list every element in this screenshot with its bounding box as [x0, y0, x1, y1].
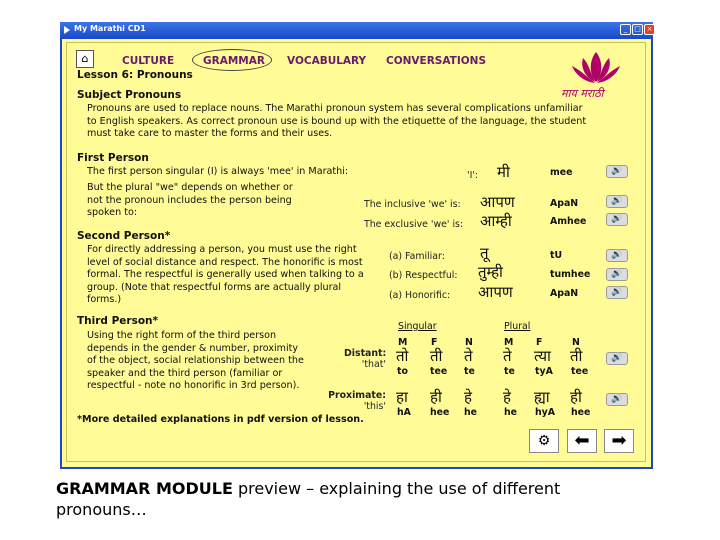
speaker-button[interactable] [606, 165, 628, 178]
second-person-heading: Second Person* [77, 230, 171, 242]
nav-grammar[interactable]: GRAMMAR [203, 55, 265, 67]
tools-button[interactable] [529, 429, 559, 453]
devanagari-cell: तो [396, 347, 409, 365]
speaker-button[interactable] [606, 268, 628, 281]
devanagari-cell: ती [570, 347, 583, 365]
speaker-button[interactable] [606, 213, 628, 226]
arrow-right-icon: ➡ [611, 430, 627, 451]
translit-apan-honorific: ApaN [550, 288, 579, 299]
gender-f: F [536, 337, 543, 348]
translit-cell: to [397, 366, 408, 377]
home-button[interactable] [76, 50, 94, 68]
devanagari-apan: आपण [480, 193, 515, 211]
translit-cell: hee [430, 407, 450, 418]
devanagari-cell: ही [430, 388, 442, 406]
translit-cell: hyA [535, 407, 556, 418]
label-exclusive-we: The exclusive 'we' is: [364, 219, 464, 230]
devanagari-cell: ते [503, 347, 512, 365]
gender-m: M [398, 337, 408, 348]
proximate-gloss: 'this' [363, 401, 386, 412]
speaker-icon: 🔊 [611, 166, 623, 176]
logo-text: माय मराठी [561, 87, 604, 100]
gender-n: N [465, 337, 473, 348]
nav-conversations[interactable]: CONVERSATIONS [386, 55, 487, 67]
devanagari-cell: ही [570, 388, 582, 406]
first-person-para: But the plural "we" depends on whether or not the pronoun includes the person being spoken to: [87, 182, 293, 219]
speaker-icon: 🔊 [611, 196, 623, 206]
tools-icon: ⚙ [537, 433, 551, 449]
forward-button[interactable] [604, 429, 634, 453]
caption-bold: GRAMMAR MODULE [56, 479, 233, 498]
minimize-button[interactable]: _ [620, 24, 631, 35]
proximate-label: Proximate: [328, 390, 386, 401]
devanagari-amhee: आम्ही [480, 212, 512, 230]
devanagari-mee: मी [497, 163, 510, 181]
devanagari-cell: हे [503, 388, 511, 406]
gender-m: M [504, 337, 514, 348]
speaker-icon: 🔊 [611, 353, 623, 363]
caption-text: preview – explaining the use of different [232, 479, 561, 498]
app-icon [64, 26, 70, 34]
singular-header: Singular [398, 321, 437, 332]
gender-n: N [572, 337, 580, 348]
arrow-left-icon: ⬅ [574, 430, 590, 451]
speaker-icon: 🔊 [611, 250, 623, 260]
devanagari-tu: तू [480, 244, 489, 262]
maximize-button[interactable]: □ [632, 24, 643, 35]
speaker-icon: 🔊 [611, 269, 623, 279]
devanagari-cell: ते [464, 347, 473, 365]
devanagari-tumhee: तुम्ही [478, 263, 503, 281]
translit-cell: he [504, 407, 518, 418]
label-respectful: (b) Respectful: [389, 270, 458, 281]
speaker-button[interactable] [606, 249, 628, 262]
speaker-button[interactable] [606, 195, 628, 208]
devanagari-cell: ह्या [534, 388, 550, 406]
close-button[interactable]: × [644, 24, 655, 35]
translit-cell: te [464, 366, 475, 377]
window-title: My Marathi CD1 [74, 24, 146, 33]
slide-caption [56, 478, 706, 520]
first-person-heading: First Person [77, 152, 149, 164]
first-person-line: The first person singular (I) is always 'mee' in Marathi: [87, 166, 349, 177]
plural-header: Plural [504, 321, 531, 332]
caption-line2: pronouns… [56, 500, 147, 519]
translit-cell: te [504, 366, 515, 377]
translit-tumhee: tumhee [550, 269, 591, 280]
speaker-icon: 🔊 [611, 394, 623, 404]
speaker-button[interactable] [606, 286, 628, 299]
distant-label: Distant: [344, 348, 387, 359]
translit-tu: tU [550, 250, 563, 261]
devanagari-cell: ती [430, 347, 443, 365]
speaker-button[interactable] [606, 352, 628, 365]
devanagari-cell: त्या [534, 347, 551, 365]
speaker-button[interactable] [606, 393, 628, 406]
translit-apan: ApaN [550, 198, 579, 209]
devanagari-apan-honorific: आपण [478, 283, 513, 301]
second-person-para: For directly addressing a person, you must use the right level of social distance and respect. The honorific is most formal. The respectful is generally used when talking to a group. (Note that respectful forms are actually plural forms.) [87, 244, 364, 306]
title-bar [60, 22, 653, 39]
translit-cell: tyA [535, 366, 553, 377]
gender-f: F [431, 337, 438, 348]
translit-cell: tee [571, 366, 589, 377]
back-button[interactable] [567, 429, 597, 453]
nav-culture[interactable]: CULTURE [122, 55, 175, 67]
subject-body: Pronouns are used to replace nouns. The Marathi pronoun system has several complications unfamiliar to English speakers. As correct pronoun use is bound up with the etiquette of the language, the student must take care to master the forms and their uses. [87, 103, 587, 140]
home-icon: ⌂ [81, 52, 89, 65]
label-honorific: (a) Honorific: [389, 290, 451, 301]
footnote: *More detailed explanations in pdf version of lesson. [77, 414, 364, 425]
translit-mee: mee [550, 167, 573, 178]
devanagari-cell: हे [464, 388, 472, 406]
translit-cell: he [464, 407, 478, 418]
third-person-para: Using the right form of the third person depends in the gender & number, proximity of the object, social relationship between the speaker and the third person (familiar or respectful - note no honorific in 3rd person). [87, 330, 304, 392]
speaker-icon: 🔊 [611, 214, 623, 224]
speaker-icon: 🔊 [611, 287, 623, 297]
label-inclusive-we: The inclusive 'we' is: [364, 199, 461, 210]
translit-cell: hee [571, 407, 591, 418]
lesson-title: Lesson 6: Pronouns [77, 69, 193, 81]
lotus-logo [568, 48, 624, 88]
label-familiar: (a) Familiar: [389, 251, 445, 262]
translit-amhee: Amhee [550, 216, 587, 227]
translit-cell: hA [397, 407, 411, 418]
devanagari-cell: हा [396, 388, 408, 406]
nav-vocabulary[interactable]: VOCABULARY [287, 55, 367, 67]
subject-heading: Subject Pronouns [77, 89, 182, 101]
distant-gloss: 'that' [361, 359, 386, 370]
label-i: 'I': [467, 170, 479, 181]
third-person-heading: Third Person* [77, 315, 159, 327]
translit-cell: tee [430, 366, 448, 377]
